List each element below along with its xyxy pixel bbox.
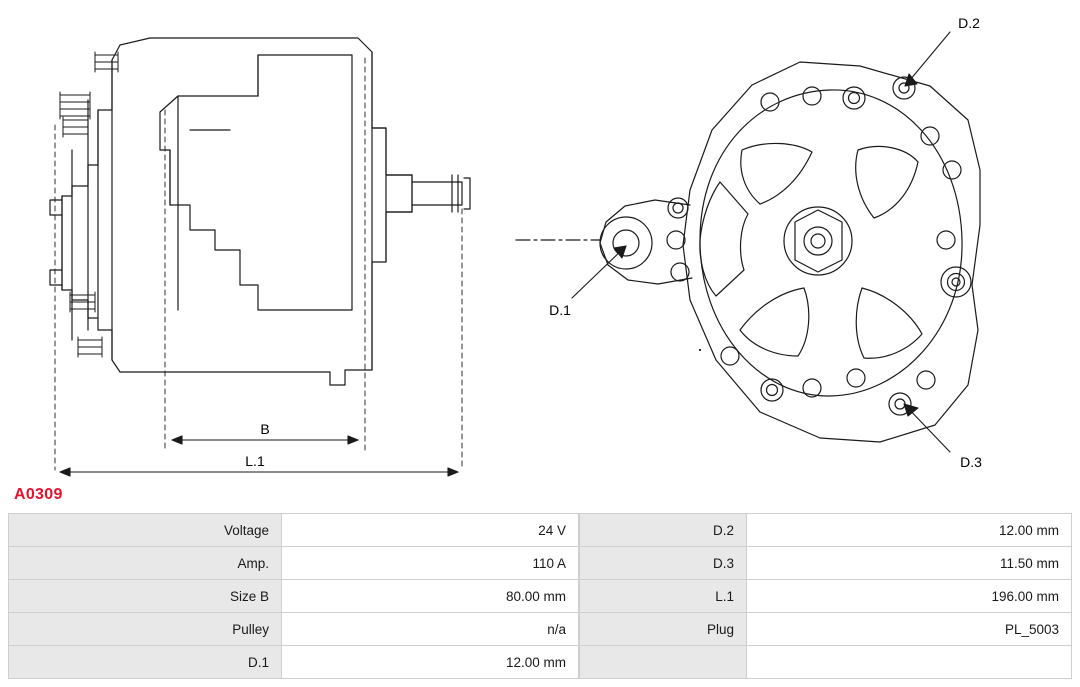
spec-value: 110 A: [282, 547, 579, 580]
spec-value: 11.50 mm: [747, 547, 1072, 580]
table-row: [9, 547, 579, 580]
table-row: [580, 646, 1072, 679]
spec-value: 80.00 mm: [282, 580, 579, 613]
spec-label: D.3: [580, 547, 747, 580]
spec-table-right: [579, 513, 1072, 679]
spec-value: 24 V: [282, 514, 579, 547]
spec-label: Plug: [580, 613, 747, 646]
spec-label: Size B: [9, 580, 282, 613]
spec-label: L.1: [580, 580, 747, 613]
spec-label: D.2: [580, 514, 747, 547]
table-row: [9, 646, 579, 679]
spec-value: 12.00 mm: [747, 514, 1072, 547]
spec-label: Pulley: [9, 613, 282, 646]
specification-tables: [8, 513, 1072, 679]
table-row: [9, 514, 579, 547]
dimension-b: [172, 436, 358, 444]
spec-label: Amp.: [9, 547, 282, 580]
part-code: A0309: [14, 486, 63, 503]
spec-value: n/a: [282, 613, 579, 646]
table-row: [580, 514, 1072, 547]
spec-value-empty: [747, 646, 1072, 679]
spec-value: 12.00 mm: [282, 646, 579, 679]
label-d2: D.2: [958, 15, 980, 31]
spec-label-empty: [580, 646, 747, 679]
label-d3: D.3: [960, 454, 982, 470]
spec-label: Voltage: [9, 514, 282, 547]
spec-label: D.1: [9, 646, 282, 679]
table-row: [580, 580, 1072, 613]
dimension-l1: [60, 468, 458, 476]
label-l1: L.1: [245, 453, 265, 469]
side-view-body: [50, 38, 470, 385]
label-d1: D.1: [549, 302, 571, 318]
label-b: B: [260, 421, 270, 437]
table-row: [580, 613, 1072, 646]
table-row: [9, 613, 579, 646]
end-view-body: [516, 62, 980, 442]
table-row: [9, 580, 579, 613]
spec-value: 196.00 mm: [747, 580, 1072, 613]
spec-value: PL_5003: [747, 613, 1072, 646]
spec-table-left: [8, 513, 579, 679]
table-row: [580, 547, 1072, 580]
